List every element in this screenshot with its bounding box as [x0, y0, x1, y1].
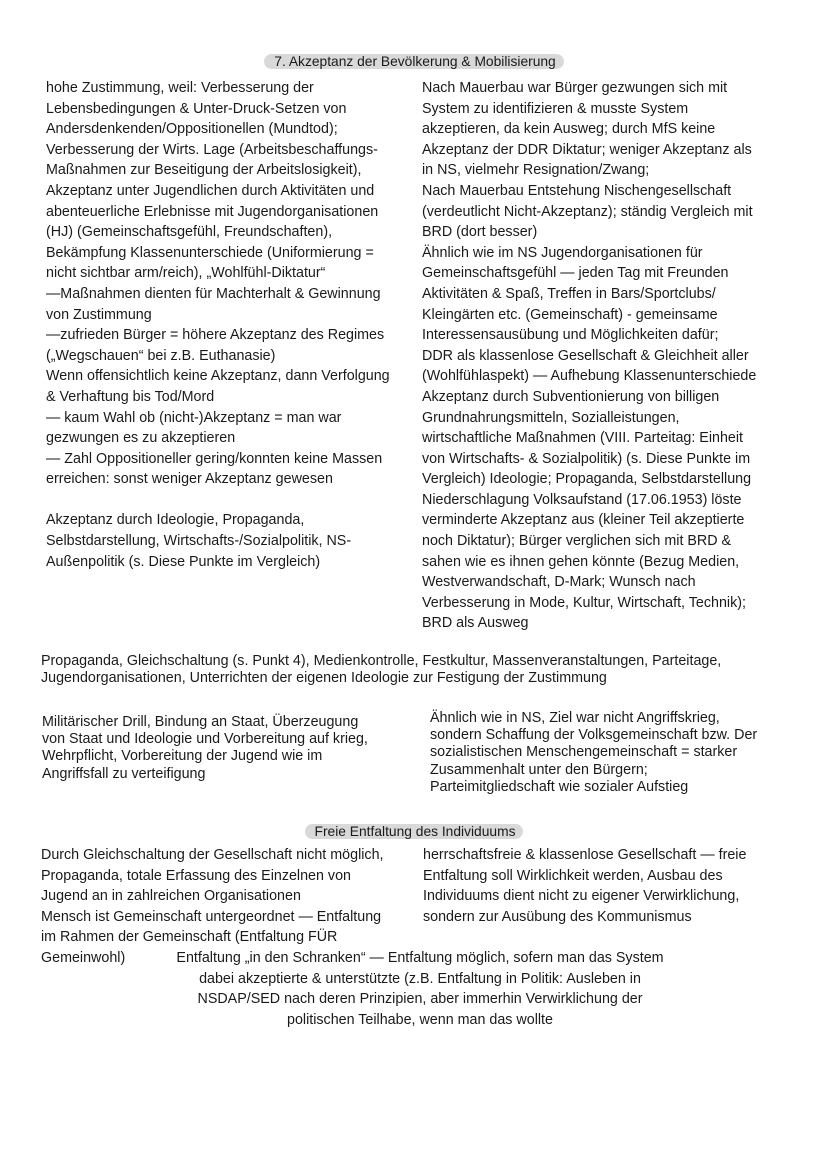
- section-free-development-heading: [0, 824, 828, 840]
- section-7-heading: [0, 54, 828, 70]
- text-line: Militärischer Drill, Bindung an Staat, Überzeugung: [42, 714, 359, 730]
- ddr-acceptance-column: [422, 78, 756, 634]
- text-line: Nach Mauerbau war Bürger gezwungen sich mit: [422, 80, 728, 96]
- text-line: sondern zur Ausübung des Kommunismus: [423, 908, 692, 925]
- text-line: Jugendorganisationen, Unterrichten der eigenen Ideologie zur Festigung der Zustimmung: [41, 670, 607, 687]
- shared-free-development-text: [160, 948, 680, 1030]
- ddr-mobilization-column: [430, 710, 757, 796]
- text-line: erreichen: sonst weniger Akzeptanz gewesen: [46, 471, 333, 488]
- text-line: BRD (dort besser): [422, 224, 538, 241]
- text-line: Kleingärten etc. (Gemeinschaft) - gemeinsame: [422, 306, 718, 323]
- text-line: — Zahl Oppositioneller gering/konnten keine Massen: [46, 450, 383, 467]
- text-line: von Wirtschafts- & Sozialpolitik) (s. Diese Punkte im: [422, 450, 751, 467]
- text-line: Grundnahrungsmitteln, Sozialleistungen,: [422, 409, 680, 426]
- text-line: Akzeptanz unter Jugendlichen durch Aktivitäten und: [46, 182, 375, 199]
- text-line: Aktivitäten & Spaß, Treffen in Bars/Sportclubs/: [422, 285, 716, 302]
- text-line: Durch Gleichschaltung der Gesellschaft nicht möglich,: [41, 847, 384, 863]
- text-line: herrschaftsfreie & klassenlose Gesellschaft — freie: [423, 847, 747, 863]
- text-line: Bekämpfung Klassenunterschiede (Uniformierung =: [46, 244, 374, 261]
- text-line: Individuums dient nicht zu eigener Verwirklichung,: [423, 888, 740, 905]
- text-line: sahen wie es ihnen gehen könnte (Bezug Medien,: [422, 553, 740, 570]
- shared-acceptance-text: [41, 653, 721, 687]
- text-line: DDR als klassenlose Gesellschaft & Gleichheit aller: [422, 347, 749, 364]
- text-line: (HJ) (Gemeinschaftsgefühl, Freundschaften),: [46, 224, 333, 241]
- text-line: Interessensausübung und Möglichkeiten dafür;: [422, 327, 719, 344]
- ns-mobilization-column: [42, 714, 368, 783]
- text-line: nicht sichtbar arm/reich), „Wohlfühl-Diktatur“: [46, 265, 326, 282]
- text-line: Propaganda, Gleichschaltung (s. Punkt 4), Medienkontrolle, Festkultur, Massenveranstaltungen, Parteitage,: [41, 653, 722, 669]
- text-line: — kaum Wahl ob (nicht-)Akzeptanz = man war: [46, 409, 342, 426]
- text-line: —Maßnahmen dienten für Machterhalt & Gewinnung: [46, 285, 381, 302]
- text-line: Akzeptanz durch Subventionierung von billigen: [422, 388, 720, 405]
- text-line: —zufrieden Bürger = höhere Akzeptanz des Regimes: [46, 327, 385, 344]
- text-line: Wehrpflicht, Vorbereitung der Jugend wie im: [42, 748, 323, 765]
- text-line: Akzeptanz der DDR Diktatur; weniger Akzeptanz als: [422, 141, 752, 158]
- text-line: Jugend an in zahlreichen Organisationen: [41, 888, 301, 905]
- text-line: Selbstdarstellung, Wirtschafts-/Sozialpolitik, NS-: [46, 533, 352, 550]
- ddr-free-development-column: [423, 845, 746, 927]
- text-line: Verbesserung in Mode, Kultur, Wirtschaft, Technik);: [422, 594, 746, 611]
- blank-line: [46, 490, 390, 511]
- text-line: BRD als Ausweg: [422, 615, 529, 632]
- text-line: Maßnahmen zur Beseitigung der Arbeitslosigkeit),: [46, 162, 362, 179]
- text-line: Verbesserung der Wirts. Lage (Arbeitsbeschaffungs-: [46, 141, 378, 158]
- text-line: von Zustimmung: [46, 306, 152, 323]
- text-line: verminderte Akzeptanz aus (kleiner Teil akzeptierte: [422, 512, 745, 529]
- section-free-development-heading-text: Freie Entfaltung des Individuums: [305, 824, 524, 839]
- section-7-heading-text: 7. Akzeptanz der Bevölkerung & Mobilisierung: [264, 54, 563, 69]
- text-line: sondern Schaffung der Volksgemeinschaft bzw. Der: [430, 727, 758, 744]
- text-line: NSDAP/SED nach deren Prinzipien, aber immerhin Verwirklichung der: [197, 991, 643, 1008]
- text-line: Ähnlich wie in NS, Ziel war nicht Angriffskrieg,: [430, 710, 720, 726]
- text-line: wirtschaftliche Maßnahmen (VIII. Parteitag: Einheit: [422, 430, 744, 447]
- text-line: (verdeutlicht Nicht-Akzeptanz); ständig Vergleich mit: [422, 203, 753, 220]
- text-line: Vergleich) Ideologie; Propaganda, Selbstdarstellung: [422, 471, 752, 488]
- text-line: Westverwandschaft, D-Mark; Wunsch nach: [422, 574, 696, 591]
- text-line: System zu identifizieren & musste System: [422, 100, 689, 117]
- text-line: Propaganda, totale Erfassung des Einzelnen von: [41, 867, 351, 884]
- text-line: Gemeinschaftsgefühl — jeden Tag mit Freunden: [422, 265, 729, 282]
- text-line: im Rahmen der Gemeinschaft (Entfaltung FÜR: [41, 929, 338, 946]
- text-line: Außenpolitik (s. Diese Punkte im Vergleich): [46, 553, 321, 570]
- ns-acceptance-column: [46, 78, 390, 572]
- text-line: sozialistischen Menschengemeinschaft = starker: [430, 744, 738, 761]
- text-line: noch Diktatur); Bürger verglichen sich mit BRD &: [422, 533, 732, 550]
- text-line: akzeptieren, da kein Ausweg; durch MfS keine: [422, 121, 716, 138]
- text-line: in NS, vielmehr Resignation/Zwang;: [422, 162, 650, 179]
- text-line: Entfaltung „in den Schranken“ — Entfaltung möglich, sofern man das System: [176, 950, 664, 966]
- text-line: Zusammenhalt unter den Bürgern;: [430, 761, 648, 778]
- text-line: politischen Teilhabe, wenn man das wollte: [287, 1011, 553, 1028]
- text-line: (Wohlfühlaspekt) — Aufhebung Klassenunterschiede: [422, 368, 757, 385]
- text-line: Andersdenkenden/Oppositionellen (Mundtod);: [46, 121, 338, 138]
- text-line: Ähnlich wie im NS Jugendorganisationen für: [422, 244, 703, 261]
- text-line: Mensch ist Gemeinschaft untergeordnet — Entfaltung: [41, 908, 382, 925]
- text-line: Nach Mauerbau Entstehung Nischengesellschaft: [422, 182, 732, 199]
- text-line: Angriffsfall zu verteifigung: [42, 765, 206, 782]
- text-line: dabei akzeptierte & unterstützte (z.B. Entfaltung in Politik: Ausleben in: [199, 970, 641, 987]
- text-line: Niederschlagung Volksaufstand (17.06.1953) löste: [422, 491, 742, 508]
- text-line: & Verhaftung bis Tod/Mord: [46, 388, 215, 405]
- text-line: Parteimitgliedschaft wie sozialer Aufstieg: [430, 778, 689, 795]
- text-line: Entfaltung soll Wirklichkeit werden, Ausbau des: [423, 867, 723, 884]
- text-line: („Wegschauen“ bei z.B. Euthanasie): [46, 347, 276, 364]
- text-line: von Staat und Ideologie und Vorbereitung auf krieg,: [42, 731, 368, 748]
- text-line: abenteuerliche Erlebnisse mit Jugendorganisationen: [46, 203, 379, 220]
- text-line: Gemeinwohl): [41, 949, 126, 966]
- text-line: Wenn offensichtlich keine Akzeptanz, dann Verfolgung: [46, 368, 390, 385]
- text-line: Akzeptanz durch Ideologie, Propaganda,: [46, 512, 305, 529]
- text-line: hohe Zustimmung, weil: Verbesserung der: [46, 80, 314, 96]
- text-line: gezwungen es zu akzeptieren: [46, 430, 236, 447]
- text-line: Lebensbedingungen & Unter-Druck-Setzen von: [46, 100, 347, 117]
